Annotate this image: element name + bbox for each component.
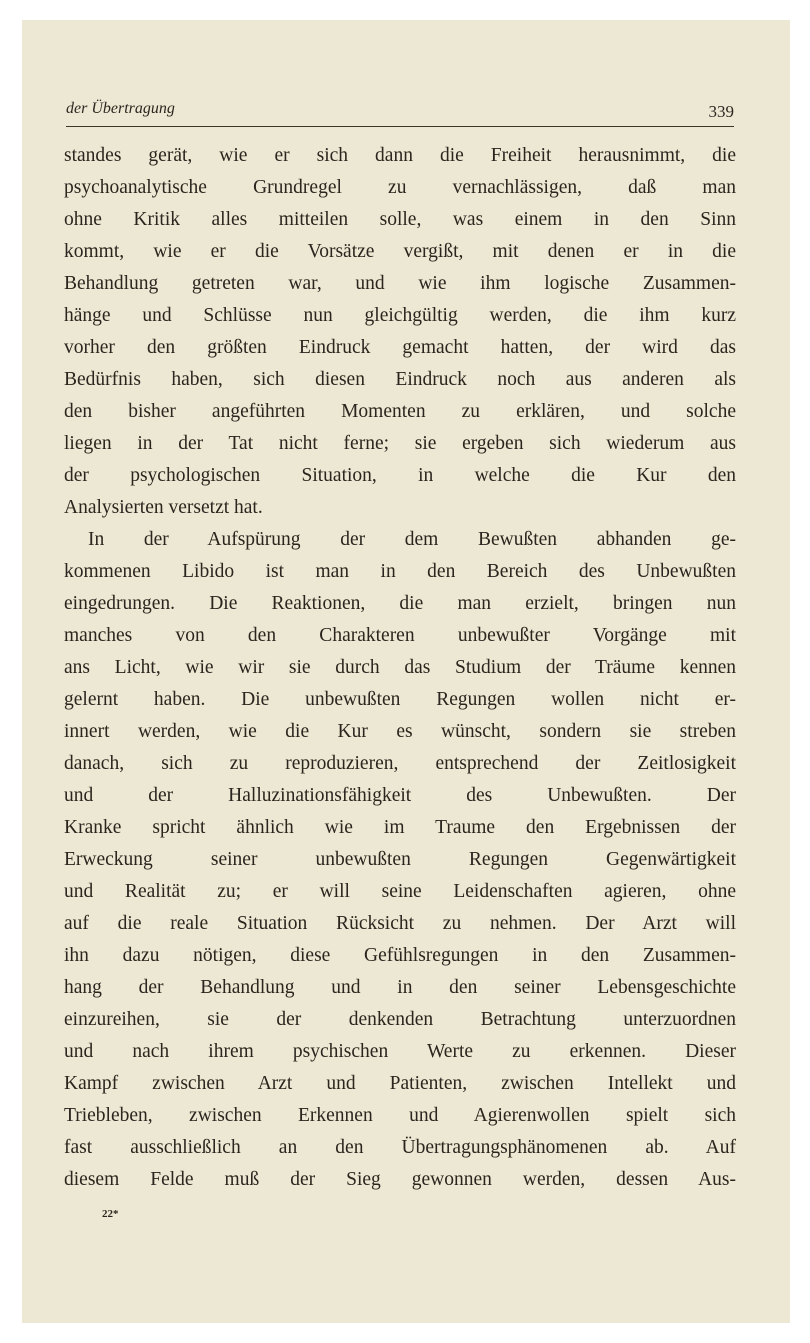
text-line: hänge und Schlüsse nun gleichgültig werden, die ihm kurz [64, 305, 736, 326]
text-line: und nach ihrem psychischen Werte zu erkennen. Dieser [64, 1041, 736, 1062]
book-page [22, 20, 790, 1323]
text-line: kommenen Libido ist man in den Bereich des Unbewußten [64, 561, 736, 582]
running-head [66, 100, 734, 128]
text-line: eingedrungen. Die Reaktionen, die man erzielt, bringen nun [64, 593, 736, 614]
text-line: hang der Behandlung und in den seiner Lebensgeschichte [64, 977, 736, 998]
page-number: 339 [708, 102, 734, 121]
text-line: Triebleben, zwischen Erkennen und Agierenwollen spielt sich [64, 1105, 736, 1126]
text-line: vorher den größten Eindruck gemacht hatten, der wird das [64, 337, 736, 358]
text-line: einzureihen, sie der denkenden Betrachtung unterzuordnen [64, 1009, 736, 1030]
text-line: liegen in der Tat nicht ferne; sie ergeben sich wiederum aus [64, 433, 736, 454]
text-line: ihn dazu nötigen, diese Gefühlsregungen in den Zusammen- [64, 945, 736, 966]
text-line: gelernt haben. Die unbewußten Regungen wollen nicht er- [64, 689, 736, 710]
text-line: und der Halluzinationsfähigkeit des Unbewußten. Der [64, 785, 736, 806]
text-line: ans Licht, wie wir sie durch das Studium der Träume kennen [64, 657, 736, 678]
text-line: diesem Felde muß der Sieg gewonnen werden, dessen Aus- [64, 1169, 736, 1190]
text-line: und Realität zu; er will seine Leidenschaften agieren, ohne [64, 881, 736, 902]
text-line: auf die reale Situation Rücksicht zu nehmen. Der Arzt will [64, 913, 736, 934]
text-line: Bedürfnis haben, sich diesen Eindruck noch aus anderen als [64, 369, 736, 390]
text-line: Erweckung seiner unbewußten Regungen Gegenwärtigkeit [64, 849, 736, 870]
text-line: innert werden, wie die Kur es wünscht, sondern sie streben [64, 721, 736, 742]
text-line: fast ausschließlich an den Übertragungsphänomenen ab. Auf [64, 1137, 736, 1158]
text-line: manches von den Charakteren unbewußter Vorgänge mit [64, 625, 736, 646]
running-head-title: der Übertragung [66, 100, 175, 117]
text-line: Kampf zwischen Arzt und Patienten, zwischen Intellekt und [64, 1073, 736, 1094]
text-line-paragraph-start: In der Aufspürung der dem Bewußten abhanden ge- [88, 529, 736, 550]
text-line: danach, sich zu reproduzieren, entsprechend der Zeitlosigkeit [64, 753, 736, 774]
header-rule [66, 126, 734, 127]
text-line: Behandlung getreten war, und wie ihm logische Zusammen- [64, 273, 736, 294]
text-line: der psychologischen Situation, in welche die Kur den [64, 465, 736, 486]
text-line: Kranke spricht ähnlich wie im Traume den Ergebnissen der [64, 817, 736, 838]
body-text [64, 140, 736, 1196]
text-line-paragraph-end: Analysierten versetzt hat. [64, 497, 263, 518]
text-line: standes gerät, wie er sich dann die Freiheit herausnimmt, die [64, 145, 736, 166]
text-line: psychoanalytische Grundregel zu vernachlässigen, daß man [64, 177, 736, 198]
text-line: den bisher angeführten Momenten zu erklären, und solche [64, 401, 736, 422]
text-line: kommt, wie er die Vorsätze vergißt, mit denen er in die [64, 241, 736, 262]
text-line: ohne Kritik alles mitteilen solle, was einem in den Sinn [64, 209, 736, 230]
signature-mark: 22* [102, 1208, 119, 1220]
